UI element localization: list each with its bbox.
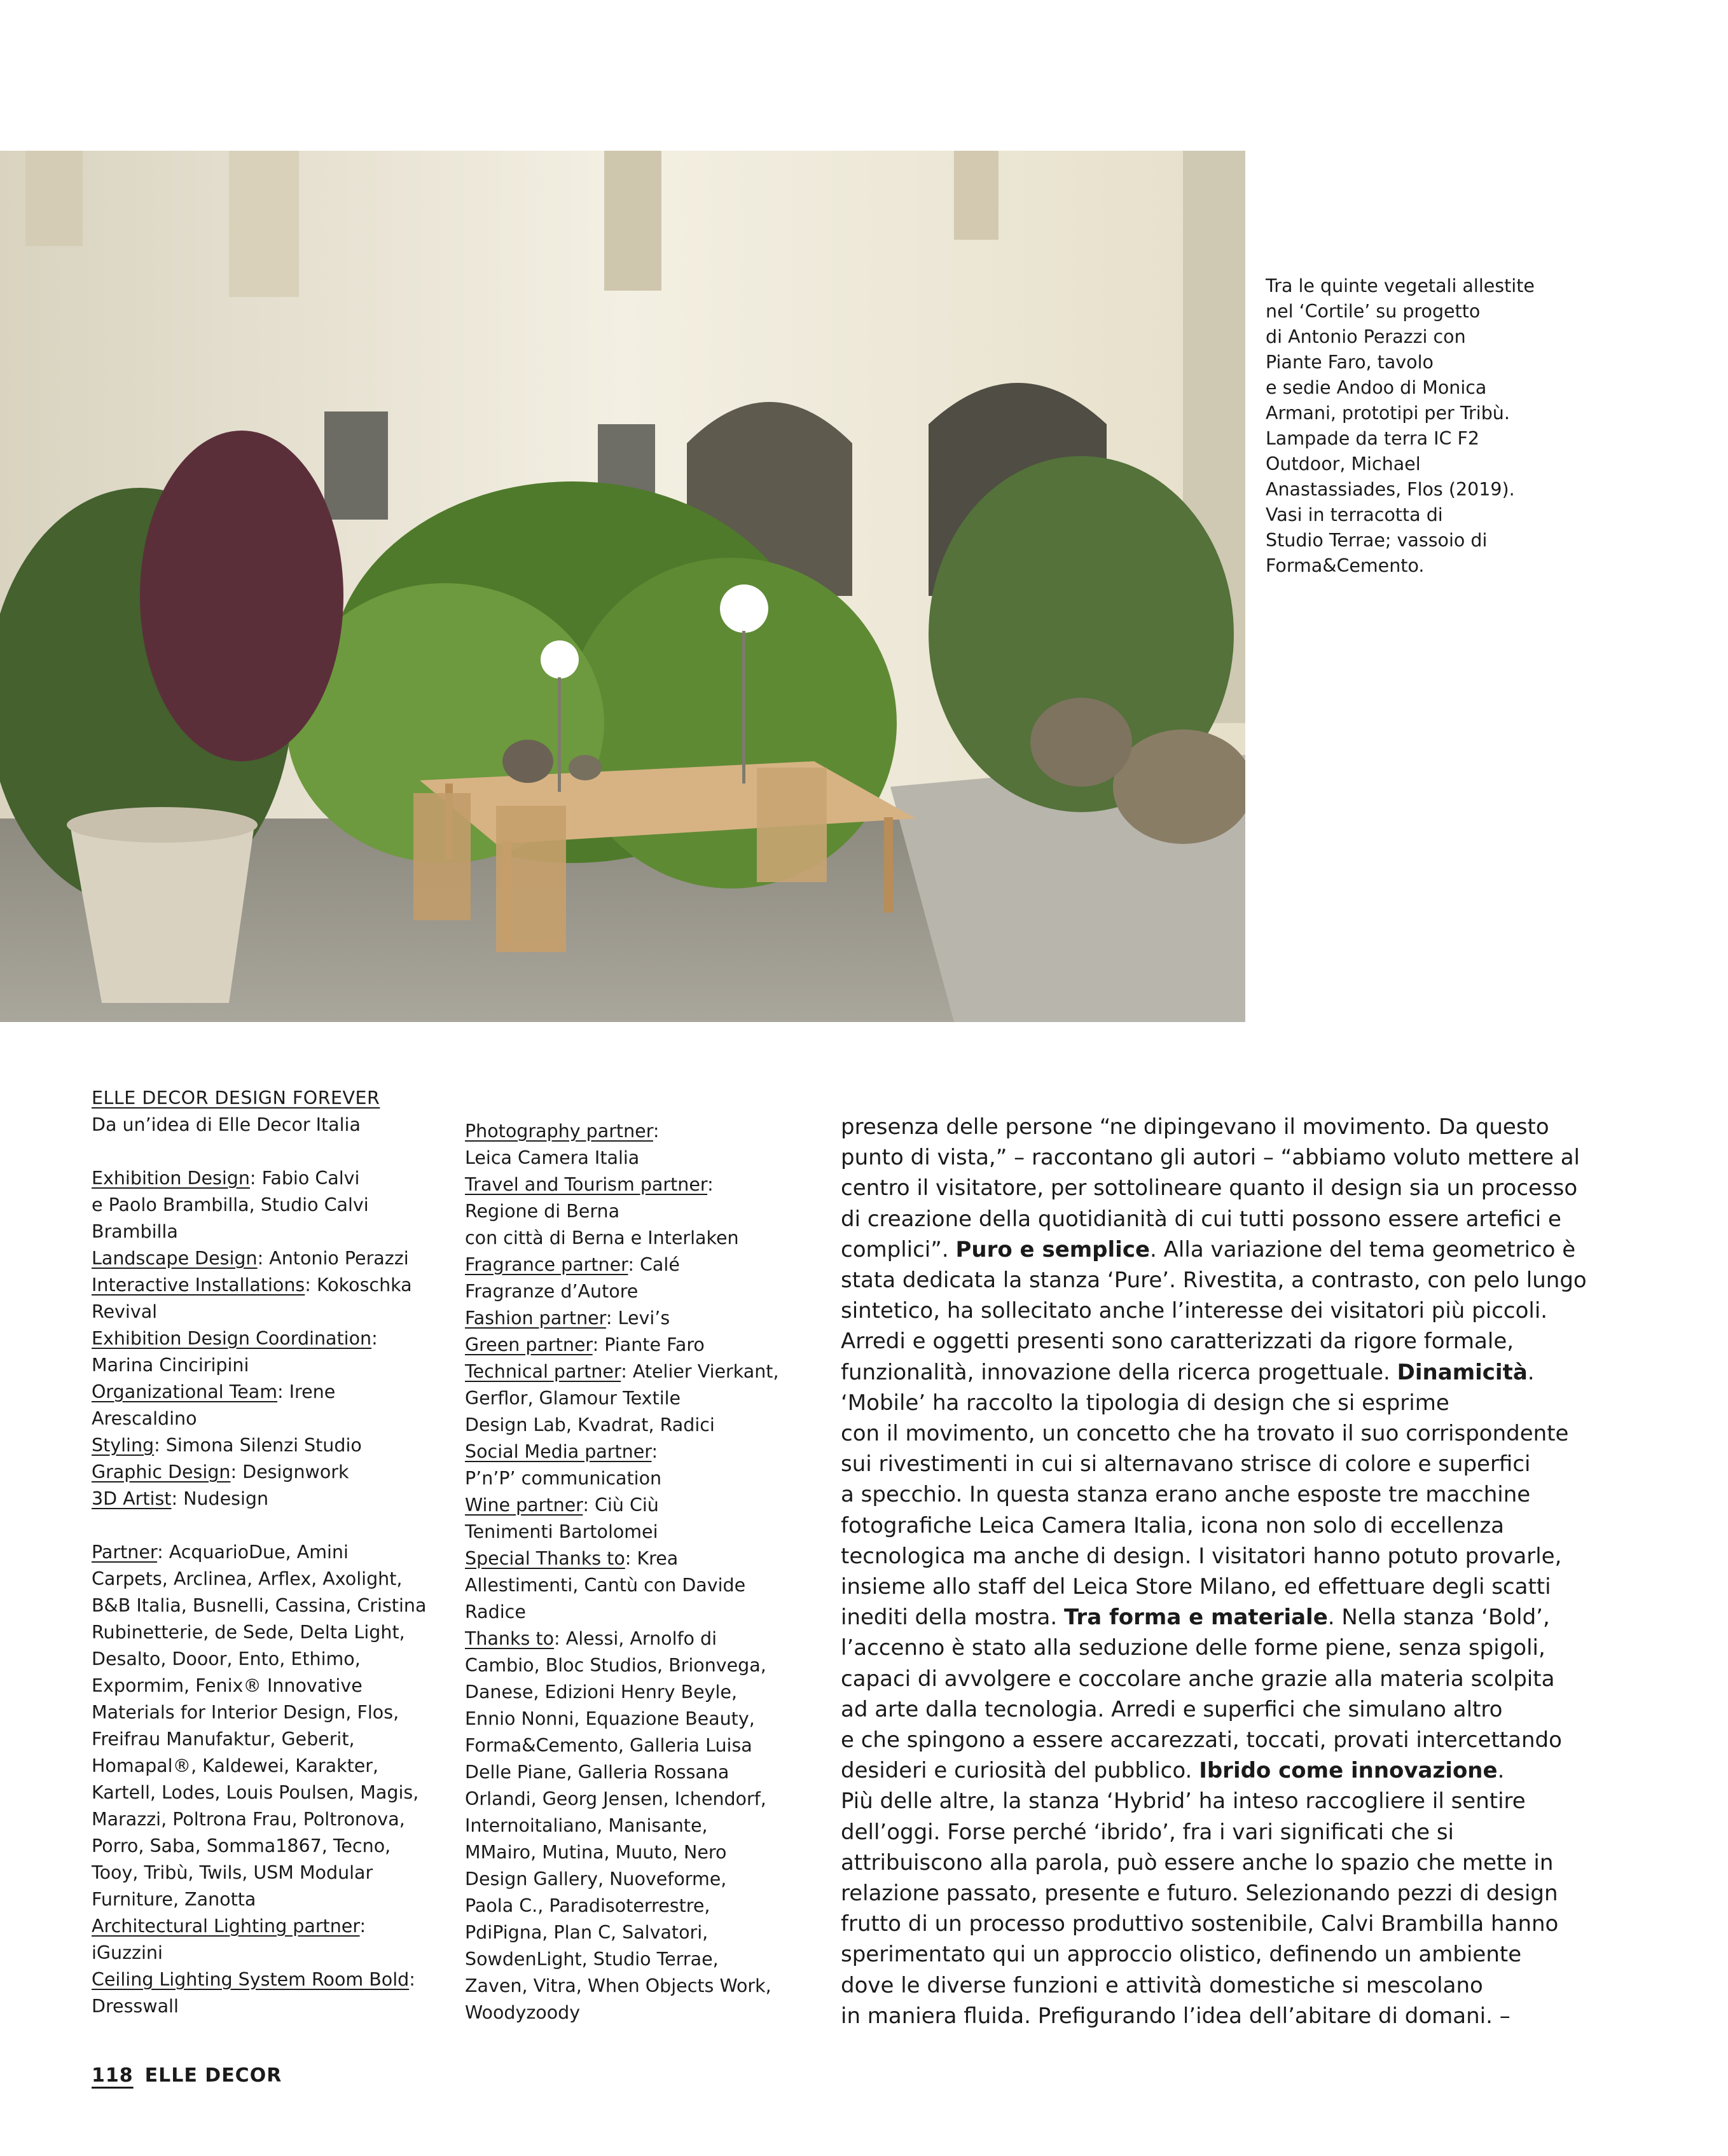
body-line xyxy=(841,1418,1591,1449)
body-text: desideri e curiosità del pubblico. xyxy=(841,1758,1199,1784)
body-line xyxy=(841,1142,1591,1173)
credit-text: Radice xyxy=(465,1601,526,1622)
credits-column-1 xyxy=(92,1085,460,2020)
body-text: complici”. xyxy=(841,1236,956,1262)
credit-line xyxy=(92,1966,460,1993)
credit-line xyxy=(465,1813,831,1839)
credit-line xyxy=(465,1786,831,1813)
credit-line xyxy=(465,1919,831,1946)
credit-text: Brambilla xyxy=(92,1221,178,1242)
caption-line: Outdoor, Michael xyxy=(1266,453,1421,474)
credit-heading: Graphic Design xyxy=(92,1462,231,1482)
body-line xyxy=(841,1112,1591,1142)
body-line xyxy=(841,1817,1591,1848)
article-body xyxy=(841,1112,1591,2031)
credit-text: : AcquarioDue, Amini xyxy=(157,1542,349,1563)
body-text: stata dedicata la stanza ‘Pure’. Rivestita, a contrasto, con pelo lungo xyxy=(841,1268,1587,1294)
caption-line: Forma&Cemento. xyxy=(1266,555,1425,576)
body-text: inediti della mostra. xyxy=(841,1605,1064,1631)
credit-line xyxy=(92,1325,460,1352)
credit-line xyxy=(465,1492,831,1519)
credit-line xyxy=(92,1726,460,1753)
credit-text: Porro, Saba, Somma1867, Tecno, xyxy=(92,1835,391,1856)
body-text: l’accenno è stato alla seduzione delle forme piene, senza spigoli, xyxy=(841,1635,1545,1661)
body-line xyxy=(841,1541,1591,1572)
credit-line xyxy=(465,1118,831,1145)
body-line xyxy=(841,1510,1591,1541)
credit-text: : Simona Silenzi Studio xyxy=(154,1435,362,1456)
credit-line xyxy=(92,1566,460,1593)
credit-text: Furniture, Zanotta xyxy=(92,1889,256,1910)
body-line xyxy=(841,1939,1591,1970)
credit-line xyxy=(465,1519,831,1545)
caption-line: Tra le quinte vegetali allestite xyxy=(1266,275,1535,296)
credit-line xyxy=(465,1252,831,1278)
body-text: sui rivestimenti in cui si alternavano strisce di colore e superfici xyxy=(841,1451,1531,1477)
credit-text: : Piante Faro xyxy=(592,1334,705,1355)
section-lead: Puro e semplice xyxy=(955,1236,1151,1262)
body-line xyxy=(841,1633,1591,1663)
credit-heading: 3D Artist xyxy=(92,1488,172,1509)
body-text: a specchio. In questa stanza erano anche esposte tre macchine xyxy=(841,1482,1531,1508)
credit-heading: Ceiling Lighting System Room Bold xyxy=(92,1969,410,1990)
credit-line xyxy=(92,1860,460,1886)
body-line xyxy=(841,1234,1591,1265)
credit-line xyxy=(465,1332,831,1358)
credit-line xyxy=(92,1219,460,1245)
credit-text: Forma&Cemento, Galleria Luisa xyxy=(465,1735,752,1756)
credit-text: P’n’P’ communication xyxy=(465,1468,662,1489)
credit-text: Marina Cinciripini xyxy=(92,1355,249,1376)
body-line xyxy=(841,1572,1591,1602)
credit-line xyxy=(465,1946,831,1973)
body-line xyxy=(841,1694,1591,1725)
credit-text: : Levi’s xyxy=(605,1308,670,1329)
credit-line xyxy=(465,1599,831,1626)
body-text: tecnologica ma anche di design. I visitatori hanno potuto provarle, xyxy=(841,1543,1562,1569)
credit-line xyxy=(92,1245,460,1272)
credit-heading: Exhibition Design Coordination xyxy=(92,1328,372,1349)
credit-text: : Fabio Calvi xyxy=(249,1168,360,1189)
caption-line: di Antonio Perazzi con xyxy=(1266,326,1466,347)
credit-line xyxy=(465,1545,831,1572)
body-line xyxy=(841,1479,1591,1510)
credit-text: : xyxy=(371,1328,378,1349)
caption-line: Vasi in terracotta di xyxy=(1266,504,1443,525)
credit-line xyxy=(92,1272,460,1299)
body-text: ‘Mobile’ ha raccolto la tipologia di design che si esprime xyxy=(841,1390,1449,1416)
credit-line xyxy=(92,1646,460,1673)
credit-text: Leica Camera Italia xyxy=(465,1147,640,1168)
credit-text: : Nudesign xyxy=(171,1488,269,1509)
credit-text: : xyxy=(359,1916,366,1937)
credit-line xyxy=(92,1593,460,1619)
credit-line xyxy=(465,1759,831,1786)
credits-list xyxy=(465,1118,831,2026)
credit-line xyxy=(465,1679,831,1706)
credit-heading: Styling xyxy=(92,1435,155,1456)
credit-line xyxy=(92,1406,460,1432)
body-text: e che spingono a essere accarezzati, toccati, provati intercettando xyxy=(841,1727,1562,1753)
credit-line xyxy=(465,1706,831,1732)
body-text: in maniera fluida. Prefigurando l’idea dell’abitare di domani. – xyxy=(841,2003,1510,2029)
body-text: sintetico, ha sollecitato anche l’interesse dei visitatori più piccoli. xyxy=(841,1298,1548,1324)
credit-heading: Fashion partner xyxy=(465,1308,606,1329)
body-line xyxy=(841,1725,1591,1755)
body-text: . xyxy=(1527,1359,1535,1385)
credit-text: Tenimenti Bartolomei xyxy=(465,1521,658,1542)
credit-line xyxy=(465,1305,831,1332)
credit-text: : Calé xyxy=(628,1254,680,1275)
credit-text: : xyxy=(409,1969,415,1990)
caption-line: nel ‘Cortile’ su progetto xyxy=(1266,301,1481,322)
photo-caption xyxy=(1266,273,1571,579)
credit-heading: Wine partner xyxy=(465,1495,583,1516)
credit-heading: Travel and Tourism partner xyxy=(465,1174,708,1195)
credit-line xyxy=(92,1379,460,1406)
credit-text: Danese, Edizioni Henry Beyle, xyxy=(465,1682,738,1703)
body-line xyxy=(841,1265,1591,1296)
body-text: centro il visitatore, per sottolineare quanto il design sia un processo xyxy=(841,1175,1578,1201)
credit-line xyxy=(465,1225,831,1252)
credit-line xyxy=(92,1432,460,1459)
credit-heading: Partner xyxy=(92,1542,158,1563)
body-line xyxy=(841,1664,1591,1694)
credit-text: iGuzzini xyxy=(92,1942,163,1963)
credit-heading: Interactive Installations xyxy=(92,1275,305,1296)
caption-line: Armani, prototipi per Tribù. xyxy=(1266,403,1510,424)
caption-line: Lampade da terra IC F2 xyxy=(1266,428,1480,449)
body-text: insieme allo staff del Leica Store Milano, ed effettuare degli scatti xyxy=(841,1574,1551,1600)
credit-text: Allestimenti, Cantù con Davide xyxy=(465,1575,746,1596)
credit-text: : Alessi, Arnolfo di xyxy=(554,1628,717,1649)
credit-line xyxy=(92,1779,460,1806)
credit-line xyxy=(465,1358,831,1385)
credit-line xyxy=(465,1839,831,1866)
credit-text: Desalto, Dooor, Ento, Ethimo, xyxy=(92,1648,361,1669)
body-text: dell’oggi. Forse perché ‘ibrido’, fra i vari significati che si xyxy=(841,1819,1454,1845)
credit-text: Expormim, Fenix® Innovative xyxy=(92,1675,363,1696)
credit-text: con città di Berna e Interlaken xyxy=(465,1227,739,1248)
credit-text: PdiPigna, Plan C, Salvatori, xyxy=(465,1922,708,1943)
body-text: con il movimento, un concetto che ha trovato il suo corrispondente xyxy=(841,1421,1569,1447)
credit-line xyxy=(465,1439,831,1465)
credit-text: Regione di Berna xyxy=(465,1201,620,1222)
credit-heading: Thanks to xyxy=(465,1628,555,1649)
credit-text: Delle Piane, Galleria Rossana xyxy=(465,1762,729,1783)
credit-heading: Organizational Team xyxy=(92,1381,277,1402)
credit-line xyxy=(92,1673,460,1699)
credit-line xyxy=(465,1973,831,2000)
page-folio xyxy=(92,2064,282,2087)
body-text: ad arte dalla tecnologia. Arredi e superfici che simulano altro xyxy=(841,1696,1503,1722)
caption-line: Studio Terrae; vassoio di xyxy=(1266,530,1488,551)
credit-text: B&B Italia, Busnelli, Cassina, Cristina xyxy=(92,1595,427,1616)
credit-line xyxy=(92,1753,460,1779)
credit-text: e Paolo Brambilla, Studio Calvi xyxy=(92,1194,369,1215)
body-text: punto di vista,” – raccontano gli autori – “abbiamo voluto mettere al xyxy=(841,1145,1580,1171)
caption-line: e sedie Andoo di Monica xyxy=(1266,377,1487,398)
body-line xyxy=(841,1357,1591,1388)
credit-text: Tooy, Tribù, Twils, USM Modular xyxy=(92,1862,373,1883)
credit-text: Gerflor, Glamour Textile xyxy=(465,1388,681,1409)
credit-line xyxy=(465,1145,831,1171)
credit-heading: Exhibition Design xyxy=(92,1168,250,1189)
credit-text: Marazzi, Poltrona Frau, Poltronova, xyxy=(92,1809,405,1830)
credit-text: Fragranze d’Autore xyxy=(465,1281,639,1302)
credit-text: Rubinetterie, de Sede, Delta Light, xyxy=(92,1622,405,1643)
credit-line xyxy=(465,1732,831,1759)
section-lead: Dinamicità xyxy=(1397,1359,1528,1385)
body-line xyxy=(841,2001,1591,2031)
credit-line xyxy=(465,1278,831,1305)
credit-line xyxy=(92,1192,460,1219)
credit-text: : Kokoschka xyxy=(305,1275,412,1296)
credit-line xyxy=(465,1866,831,1893)
body-text: frutto di un processo produttivo sostenibile, Calvi Brambilla hanno xyxy=(841,1911,1559,1937)
credit-text: Homapal®, Kaldewei, Karakter, xyxy=(92,1755,379,1776)
credits-spacer xyxy=(92,1512,460,1539)
credit-text: : Ciù Ciù xyxy=(583,1495,659,1516)
credit-line xyxy=(92,1352,460,1379)
credit-text: Design Gallery, Nuoveforme, xyxy=(465,1869,727,1890)
credit-line xyxy=(92,1833,460,1860)
credit-line xyxy=(465,1893,831,1919)
credit-text: Cambio, Bloc Studios, Brionvega, xyxy=(465,1655,766,1676)
credit-text: Dresswall xyxy=(92,1996,179,2017)
credit-text: : Irene xyxy=(277,1381,336,1402)
body-line xyxy=(841,1755,1591,1786)
credit-text: : Designwork xyxy=(230,1462,349,1482)
credit-text: Freifrau Manufaktur, Geberit, xyxy=(92,1729,355,1750)
credit-line xyxy=(92,1459,460,1486)
credit-line xyxy=(92,1619,460,1646)
credit-line xyxy=(465,1198,831,1225)
body-text: funzionalità, innovazione della ricerca progettuale. xyxy=(841,1359,1397,1385)
credit-line xyxy=(465,1171,831,1198)
credit-line xyxy=(92,1940,460,1966)
credit-text: : Antonio Perazzi xyxy=(257,1248,409,1269)
credit-line xyxy=(92,1165,460,1192)
body-text: Arredi e oggetti presenti sono caratterizzati da rigore formale, xyxy=(841,1329,1514,1355)
credit-text: Internoitaliano, Manisante, xyxy=(465,1815,708,1836)
credit-text: Zaven, Vitra, When Objects Work, xyxy=(465,1975,771,1996)
credit-line xyxy=(465,1626,831,1652)
credit-line xyxy=(92,1299,460,1325)
courtyard-photo-illustration xyxy=(0,151,1245,1022)
credits-subtitle: Da un’idea di Elle Decor Italia xyxy=(92,1114,361,1135)
body-text: relazione passato, presente e futuro. Selezionando pezzi di design xyxy=(841,1881,1558,1907)
credit-text: : xyxy=(651,1441,658,1462)
credits-column-2 xyxy=(465,1118,831,2026)
body-line xyxy=(841,1786,1591,1816)
credit-text: : xyxy=(707,1174,714,1195)
credit-text: Woodyzoody xyxy=(465,2002,581,2023)
credit-line xyxy=(92,1539,460,1566)
credit-text: Materials for Interior Design, Flos, xyxy=(92,1702,399,1723)
credit-text: Ennio Nonni, Equazione Beauty, xyxy=(465,1708,755,1729)
credits-list xyxy=(92,1165,460,2020)
credit-heading: Architectural Lighting partner xyxy=(92,1916,360,1937)
body-text: . Nella stanza ‘Bold’, xyxy=(1327,1605,1550,1631)
credit-text: Paola C., Paradisoterrestre, xyxy=(465,1895,710,1916)
credit-line xyxy=(465,1572,831,1599)
body-text: capaci di avvolgere e coccolare anche grazie alla materia scolpita xyxy=(841,1666,1555,1692)
body-text: sperimentato qui un approccio olistico, definendo un ambiente xyxy=(841,1942,1522,1968)
body-text: . Alla variazione del tema geometrico è xyxy=(1150,1236,1576,1262)
caption-line: Anastassiades, Flos (2019). xyxy=(1266,479,1515,500)
credit-heading: Green partner xyxy=(465,1334,593,1355)
body-text: attribuiscono alla parola, può essere anche lo spazio che mette in xyxy=(841,1849,1554,1876)
body-text: fotografiche Leica Camera Italia, icona non solo di eccellenza xyxy=(841,1512,1505,1538)
credit-line xyxy=(465,1465,831,1492)
body-line xyxy=(841,1173,1591,1203)
credit-text: : Atelier Vierkant, xyxy=(621,1361,779,1382)
credit-line xyxy=(92,1699,460,1726)
credit-line xyxy=(465,1385,831,1412)
credit-line xyxy=(92,1886,460,1913)
magazine-name: ELLE DECOR xyxy=(144,2064,282,2087)
credit-heading: Special Thanks to xyxy=(465,1548,625,1569)
credit-text: MMairo, Mutina, Muuto, Nero xyxy=(465,1842,727,1863)
credit-line xyxy=(92,1993,460,2020)
credit-line xyxy=(92,1806,460,1833)
body-line xyxy=(841,1848,1591,1878)
credit-text: Arescaldino xyxy=(92,1408,197,1429)
body-text: dove le diverse funzioni e attività domestiche si mescolano xyxy=(841,1972,1483,1998)
credits-title: ELLE DECOR DESIGN FOREVER xyxy=(92,1088,380,1109)
body-text: presenza delle persone “ne dipingevano il movimento. Da questo xyxy=(841,1114,1549,1140)
section-lead: Tra forma e materiale xyxy=(1063,1605,1328,1631)
credit-heading: Technical partner xyxy=(465,1361,621,1382)
credit-heading: Landscape Design xyxy=(92,1248,258,1269)
body-line xyxy=(841,1970,1591,2001)
body-line xyxy=(841,1878,1591,1909)
body-text: di creazione della quotidianità di cui tutti possono essere artefici e xyxy=(841,1206,1561,1232)
credits-spacer xyxy=(92,1138,460,1165)
credit-text: : Krea xyxy=(625,1548,679,1569)
body-line xyxy=(841,1388,1591,1418)
credit-line xyxy=(465,1652,831,1679)
credit-line xyxy=(92,1913,460,1940)
body-line xyxy=(841,1602,1591,1633)
courtyard-photo xyxy=(0,151,1245,1022)
body-line xyxy=(841,1449,1591,1479)
credit-heading: Social Media partner xyxy=(465,1441,652,1462)
section-lead: Ibrido come innovazione xyxy=(1199,1758,1498,1784)
body-line xyxy=(841,1909,1591,1939)
credit-text: Carpets, Arclinea, Arflex, Axolight, xyxy=(92,1568,403,1589)
body-text: . xyxy=(1497,1758,1505,1784)
credit-line xyxy=(465,1412,831,1439)
credit-line xyxy=(465,2000,831,2026)
body-line xyxy=(841,1326,1591,1357)
credit-text: Design Lab, Kvadrat, Radici xyxy=(465,1414,715,1435)
body-text: Più delle altre, la stanza ‘Hybrid’ ha inteso raccogliere il sentire xyxy=(841,1788,1526,1814)
credit-text: SowdenLight, Studio Terrae, xyxy=(465,1949,719,1970)
credit-heading: Fragrance partner xyxy=(465,1254,628,1275)
page-number: 118 xyxy=(92,2064,134,2087)
credit-text: Revival xyxy=(92,1301,158,1322)
credit-text: Orlandi, Georg Jensen, Ichendorf, xyxy=(465,1788,766,1809)
credit-text: Kartell, Lodes, Louis Poulsen, Magis, xyxy=(92,1782,419,1803)
body-line xyxy=(841,1204,1591,1234)
credit-text: : xyxy=(653,1121,660,1142)
body-line xyxy=(841,1296,1591,1326)
credit-heading: Photography partner xyxy=(465,1121,653,1142)
caption-line: Piante Faro, tavolo xyxy=(1266,352,1434,373)
credit-line xyxy=(92,1486,460,1512)
